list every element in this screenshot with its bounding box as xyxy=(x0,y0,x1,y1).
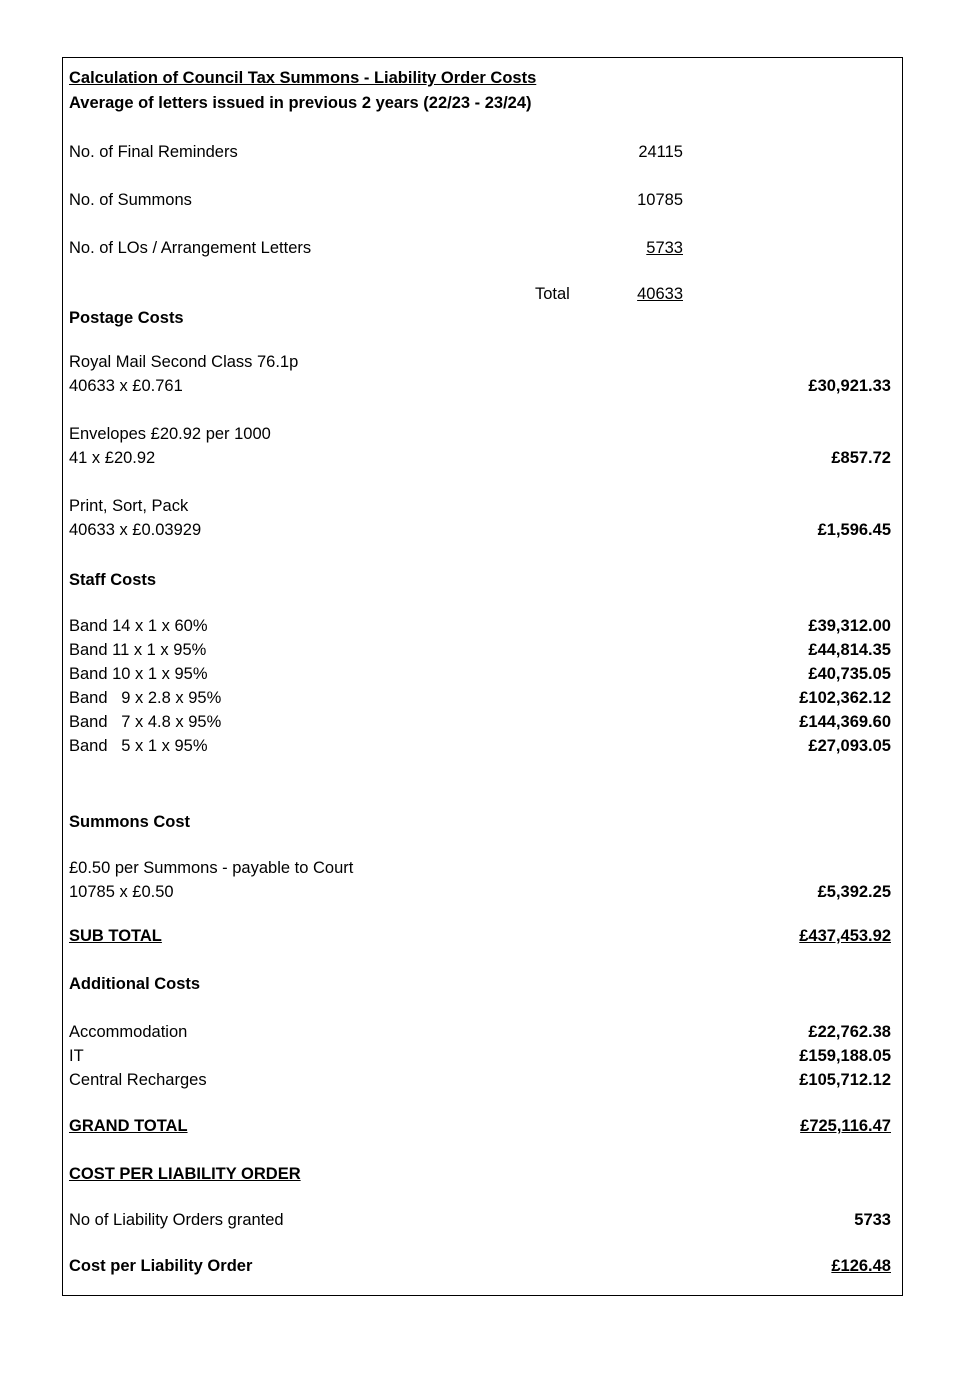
staff-row-amount: £40,735.05 xyxy=(808,665,891,683)
cost-per-lo-granted-row xyxy=(69,1208,891,1232)
spacer xyxy=(69,398,891,422)
count-label: No. of Summons xyxy=(69,191,192,209)
postage-heading: Postage Costs xyxy=(69,309,184,327)
postage-heading-row xyxy=(69,306,891,330)
staff-row-band-7 xyxy=(69,710,891,734)
staff-row-band-5 xyxy=(69,734,891,758)
cost-per-lo-value-row xyxy=(69,1254,891,1278)
staff-row-band-10 xyxy=(69,662,891,686)
postage-item-calc: 40633 x £0.761 xyxy=(69,377,183,395)
summons-cost-desc-row xyxy=(69,856,891,880)
spacer xyxy=(69,1186,891,1208)
postage-item-amount: £1,596.45 xyxy=(817,521,891,539)
staff-row-label: Band 11 x 1 x 95% xyxy=(69,641,207,659)
summons-cost-desc: £0.50 per Summons - payable to Court xyxy=(69,859,354,877)
count-row-final-reminders xyxy=(69,140,891,164)
spacer xyxy=(69,834,891,856)
additional-row-amount: £105,712.12 xyxy=(799,1071,891,1089)
staff-heading: Staff Costs xyxy=(69,571,157,589)
count-value: 10785 xyxy=(637,191,683,209)
additional-costs-heading-row xyxy=(69,972,891,996)
document-subtitle: Average of letters issued in previous 2 years (22/23 - 23/24) xyxy=(69,94,532,112)
count-row-lo-arrangement-letters xyxy=(69,236,891,260)
summons-cost-calc-row xyxy=(69,880,891,904)
additional-row-label: Accommodation xyxy=(69,1023,188,1041)
count-row-total xyxy=(69,282,891,306)
spacer xyxy=(69,330,891,350)
spacer xyxy=(69,164,891,188)
count-label: No. of Final Reminders xyxy=(69,143,238,161)
count-value: 5733 xyxy=(646,239,683,257)
additional-costs-heading: Additional Costs xyxy=(69,975,201,993)
postage-item-desc: Envelopes £20.92 per 1000 xyxy=(69,425,271,443)
postage-item-desc: Royal Mail Second Class 76.1p xyxy=(69,353,299,371)
sub-total-label: SUB TOTAL xyxy=(69,927,162,945)
document-title-row xyxy=(69,66,891,91)
cost-per-lo-granted-label: No of Liability Orders granted xyxy=(69,1211,284,1229)
additional-row-label: IT xyxy=(69,1047,84,1065)
grand-total-amount: £725,116.47 xyxy=(800,1117,891,1135)
staff-row-amount: £39,312.00 xyxy=(808,617,891,635)
spacer xyxy=(69,1092,891,1114)
staff-row-amount: £44,814.35 xyxy=(808,641,891,659)
staff-row-label: Band 14 x 1 x 60% xyxy=(69,617,208,635)
staff-row-amount: £102,362.12 xyxy=(799,689,891,707)
postage-item-royal-mail-calc xyxy=(69,374,891,398)
spacer xyxy=(69,260,891,282)
staff-heading-row xyxy=(69,568,891,592)
staff-row-label: Band 9 x 2.8 x 95% xyxy=(69,689,222,707)
spacer xyxy=(69,592,891,614)
postage-item-royal-mail-desc xyxy=(69,350,891,374)
staff-row-label: Band 10 x 1 x 95% xyxy=(69,665,208,683)
summons-cost-heading-row xyxy=(69,810,891,834)
sub-total-amount: £437,453.92 xyxy=(799,927,891,945)
cost-per-lo-value: £126.48 xyxy=(831,1257,891,1275)
count-row-summons xyxy=(69,188,891,212)
spacer xyxy=(69,1232,891,1254)
postage-item-desc: Print, Sort, Pack xyxy=(69,497,189,515)
spacer xyxy=(69,470,891,494)
additional-row-accommodation xyxy=(69,1020,891,1044)
postage-item-amount: £857.72 xyxy=(831,449,891,467)
cost-per-lo-heading: COST PER LIABILITY ORDER xyxy=(69,1165,301,1183)
spacer xyxy=(69,212,891,236)
spacer xyxy=(69,542,891,568)
postage-item-amount: £30,921.33 xyxy=(808,377,891,395)
staff-row-label: Band 7 x 4.8 x 95% xyxy=(69,713,222,731)
staff-row-amount: £144,369.60 xyxy=(799,713,891,731)
grand-total-label: GRAND TOTAL xyxy=(69,1117,188,1135)
postage-item-envelopes-desc xyxy=(69,422,891,446)
document-title: Calculation of Council Tax Summons - Liability Order Costs xyxy=(69,69,537,87)
total-label: Total xyxy=(535,285,570,303)
cost-per-lo-label: Cost per Liability Order xyxy=(69,1257,253,1275)
additional-row-label: Central Recharges xyxy=(69,1071,207,1089)
spacer xyxy=(69,116,891,140)
spacer xyxy=(69,904,891,924)
document-frame xyxy=(62,57,903,1296)
postage-item-print-sort-pack-calc xyxy=(69,518,891,542)
count-value: 24115 xyxy=(638,143,683,161)
document-subtitle-row xyxy=(69,91,891,116)
staff-row-band-11 xyxy=(69,638,891,662)
spacer xyxy=(69,948,891,972)
staff-row-band-14 xyxy=(69,614,891,638)
staff-row-label: Band 5 x 1 x 95% xyxy=(69,737,208,755)
postage-item-calc: 41 x £20.92 xyxy=(69,449,156,467)
staff-row-amount: £27,093.05 xyxy=(808,737,891,755)
count-label: No. of LOs / Arrangement Letters xyxy=(69,239,312,257)
spacer xyxy=(69,1138,891,1162)
summons-cost-amount: £5,392.25 xyxy=(817,883,891,901)
cost-per-lo-granted-value: 5733 xyxy=(854,1211,891,1229)
postage-item-calc: 40633 x £0.03929 xyxy=(69,521,202,539)
cost-per-lo-heading-row xyxy=(69,1162,891,1186)
grand-total-row xyxy=(69,1114,891,1138)
additional-row-central-recharges xyxy=(69,1068,891,1092)
additional-row-it xyxy=(69,1044,891,1068)
spacer xyxy=(69,996,891,1020)
summons-cost-calc: 10785 x £0.50 xyxy=(69,883,174,901)
spacer xyxy=(69,758,891,810)
staff-row-band-9 xyxy=(69,686,891,710)
postage-item-envelopes-calc xyxy=(69,446,891,470)
summons-cost-heading: Summons Cost xyxy=(69,813,191,831)
additional-row-amount: £159,188.05 xyxy=(799,1047,891,1065)
sub-total-row xyxy=(69,924,891,948)
additional-row-amount: £22,762.38 xyxy=(808,1023,891,1041)
total-value: 40633 xyxy=(637,285,683,303)
postage-item-print-sort-pack-desc xyxy=(69,494,891,518)
